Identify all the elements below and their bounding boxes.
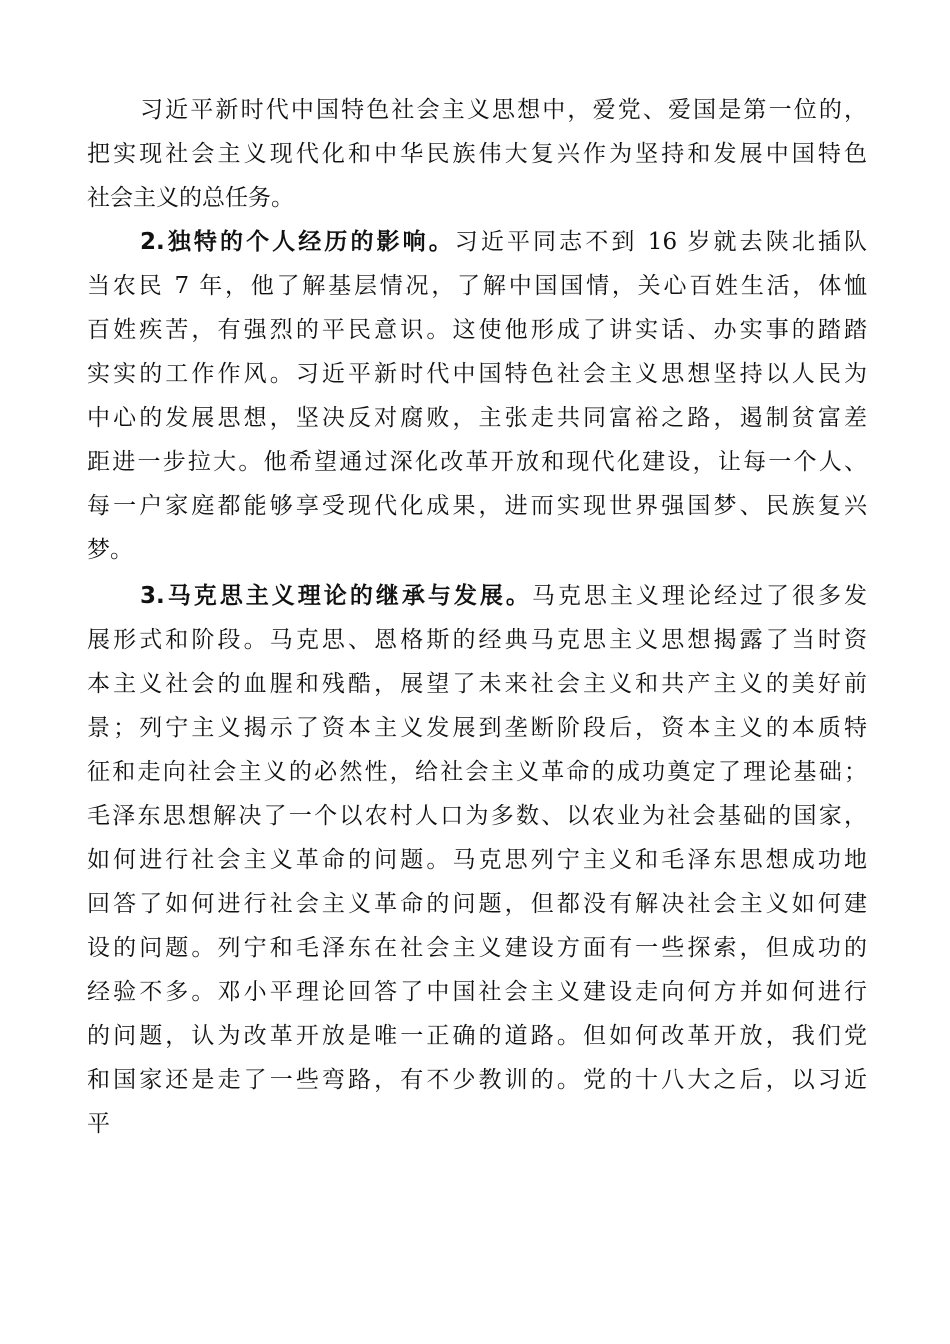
paragraph-line: 和国家还是走了一些弯路，有不少教训的。党的十八大之后，以习近	[87, 1067, 867, 1093]
section-heading-line	[140, 576, 867, 616]
paragraph-line: 的问题，认为改革开放是唯一正确的道路。但如何改革开放，我们党	[87, 1023, 867, 1049]
paragraph-text: 马克思主义理论经过了很多发	[531, 583, 867, 609]
paragraph-text: 习近平同志不到 16 岁就去陕北插队	[454, 229, 867, 255]
paragraph-line: 中心的发展思想，坚决反对腐败，主张走共同富裕之路，遏制贫富差	[87, 405, 867, 431]
paragraph-line: 设的问题。列宁和毛泽东在社会主义建设方面有一些探索，但成功的	[87, 935, 867, 961]
paragraph-line: 百姓疾苦，有强烈的平民意识。这使他形成了讲实话、办实事的踏踏	[87, 317, 867, 343]
paragraph-line: 本主义社会的血腥和残酷，展望了未来社会主义和共产主义的美好前	[87, 671, 867, 697]
paragraph-line: 回答了如何进行社会主义革命的问题，但都没有解决社会主义如何建	[87, 891, 867, 917]
paragraph-line: 梦。	[87, 537, 133, 563]
paragraph-line: 展形式和阶段。马克思、恩格斯的经典马克思主义思想揭露了当时资	[87, 627, 867, 653]
section-heading-line	[140, 222, 867, 262]
paragraph-line: 当农民 7 年，他了解基层情况，了解中国国情，关心百姓生活，体恤	[87, 273, 867, 299]
paragraph-line: 实实的工作作风。习近平新时代中国特色社会主义思想坚持以人民为	[87, 361, 867, 387]
paragraph-line: 平	[87, 1111, 110, 1137]
paragraph-line: 如何进行社会主义革命的问题。马克思列宁主义和毛泽东思想成功地	[87, 847, 867, 873]
section-heading-2: 2.独特的个人经历的影响。	[140, 229, 455, 255]
paragraph-line: 景；列宁主义揭示了资本主义发展到垄断阶段后，资本主义的本质特	[87, 715, 867, 741]
paragraph-line: 征和走向社会主义的必然性，给社会主义革命的成功奠定了理论基础；	[87, 759, 867, 785]
section-heading-3: 3.马克思主义理论的继承与发展。	[140, 583, 532, 609]
paragraph-line: 每一户家庭都能够享受现代化成果，进而实现世界强国梦、民族复兴	[87, 493, 867, 519]
paragraph-line: 距进一步拉大。他希望通过深化改革开放和现代化建设，让每一个人、	[87, 449, 867, 475]
paragraph-line: 毛泽东思想解决了一个以农村人口为多数、以农业为社会基础的国家，	[87, 803, 867, 829]
paragraph-line: 习近平新时代中国特色社会主义思想中，爱党、爱国是第一位的，	[140, 97, 867, 123]
paragraph-line: 经验不多。邓小平理论回答了中国社会主义建设走向何方并如何进行	[87, 979, 867, 1005]
paragraph-line: 把实现社会主义现代化和中华民族伟大复兴作为坚持和发展中国特色	[87, 141, 867, 167]
paragraph-line: 社会主义的总任务。	[87, 185, 294, 211]
